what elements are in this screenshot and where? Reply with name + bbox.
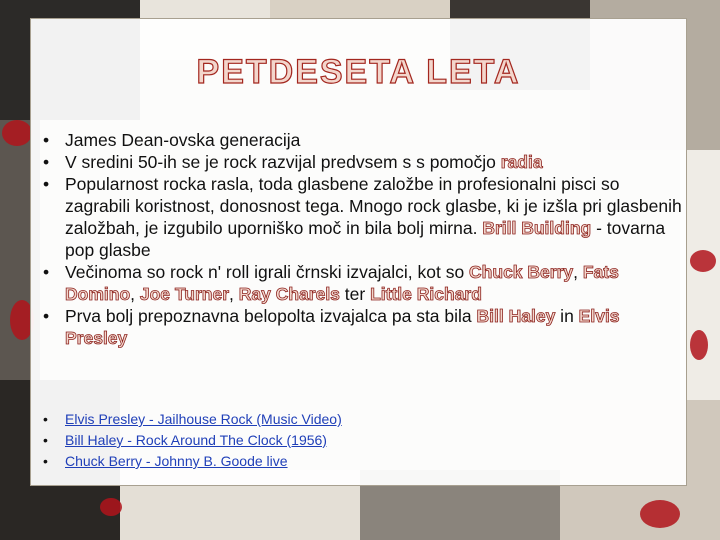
bullet-item — [65, 261, 685, 305]
link-item — [65, 409, 342, 430]
bullet-item — [65, 129, 685, 151]
slide-content-panel — [30, 18, 687, 486]
link-item — [65, 430, 342, 451]
bullet-text: , — [229, 284, 239, 304]
blood-splatter — [640, 500, 680, 528]
bullet-item — [65, 151, 685, 173]
highlighted-name: Chuck Berry — [469, 262, 574, 282]
video-link[interactable]: Elvis Presley - Jailhouse Rock (Music Video) — [65, 411, 342, 427]
link-item — [65, 451, 342, 472]
blood-splatter — [690, 330, 708, 360]
highlighted-name: Brill Building — [482, 218, 592, 238]
bullet-list — [37, 129, 685, 349]
highlighted-name: Bill Haley — [476, 306, 556, 326]
bullet-text: , — [573, 262, 583, 282]
blood-splatter — [2, 120, 32, 146]
bullet-text: ter — [339, 284, 371, 304]
bullet-text: James Dean-ovska generacija — [65, 130, 301, 150]
bullet-text: V sredini 50-ih se je rock razvijal predvsem s s pomočjo — [65, 152, 501, 172]
blood-splatter — [690, 250, 716, 272]
video-link[interactable]: Bill Haley - Rock Around The Clock (1956) — [65, 432, 327, 448]
bullet-text: in — [555, 306, 579, 326]
highlighted-name: Joe Turner — [139, 284, 230, 304]
bullet-text: - tovarna pop glasbe — [65, 218, 666, 260]
highlighted-name: Little Richard — [370, 284, 482, 304]
bullet-item — [65, 305, 685, 349]
blood-splatter — [100, 498, 122, 516]
slide-title: PETDESETA LETA — [196, 53, 521, 91]
highlighted-name: radia — [500, 152, 543, 172]
highlighted-name: Ray Charels — [238, 284, 340, 304]
bullet-item — [65, 173, 685, 261]
bullet-text: , — [130, 284, 140, 304]
bullet-text: Prva bolj prepoznavna belopolta izvajalca pa sta bila — [65, 306, 477, 326]
video-link-list — [37, 409, 342, 472]
highlighted-name: Elvis Presley — [65, 306, 620, 348]
bullet-text: Popularnost rocka rasla, toda glasbene založbe in profesionalni pisci so zagrabili koristnost, donosnost tega. Mnogo rock glasbe, ki je izšla pri glasbenih založbah, je izgubilo uporniško moč in bila bolj mirna. — [65, 174, 682, 238]
highlighted-name: Fats Domino — [65, 262, 619, 304]
bullet-text: Večinoma so rock n' roll igrali črnski izvajalci, kot so — [65, 262, 470, 282]
video-link[interactable]: Chuck Berry - Johnny B. Goode live — [65, 453, 288, 469]
